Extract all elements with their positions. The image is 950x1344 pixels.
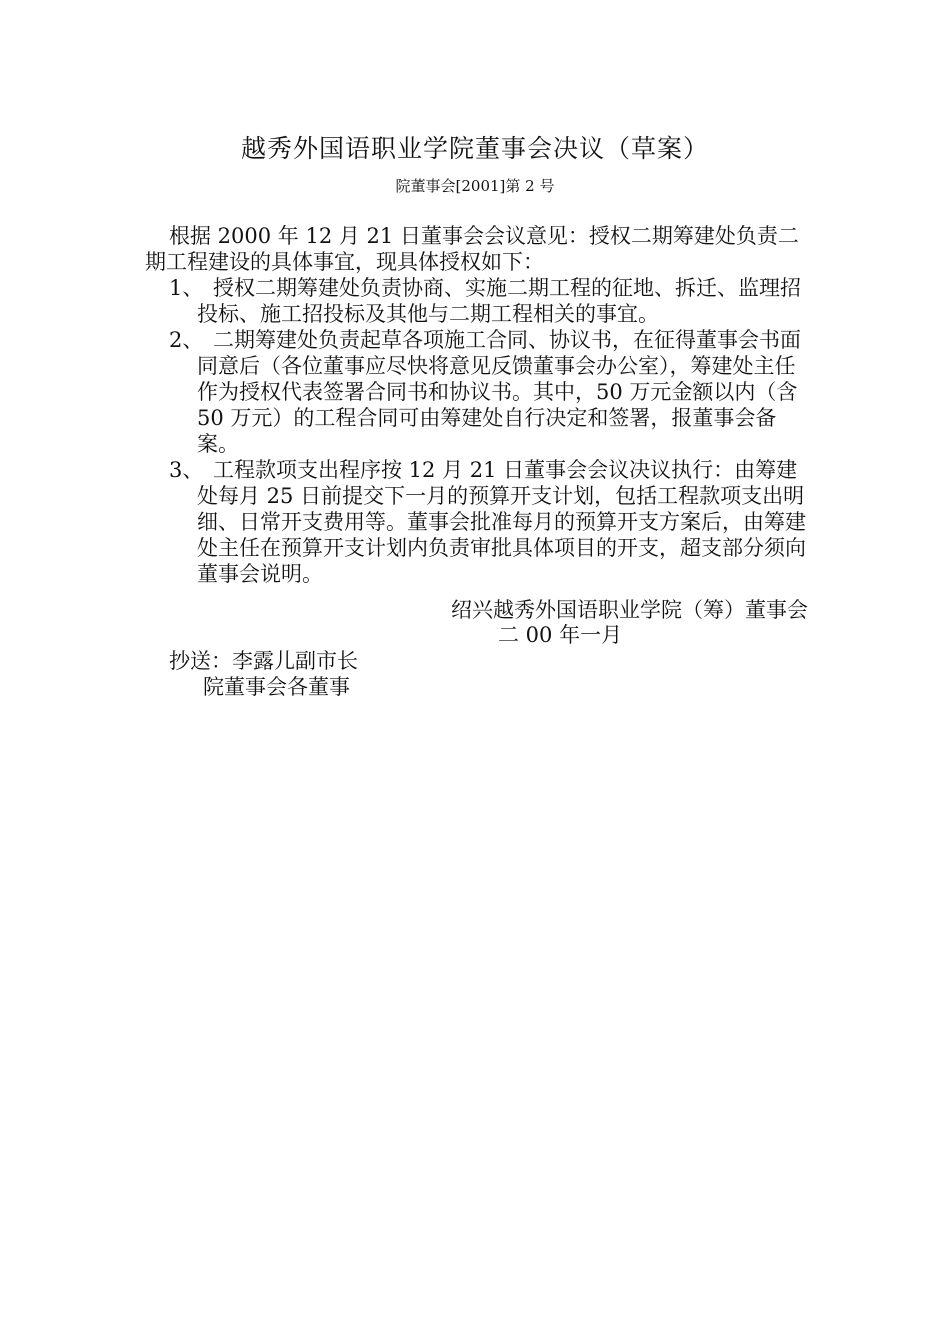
- list-item-3: [145, 457, 810, 587]
- list-item-text: 授权二期筹建处负责协商、实施二期工程的征地、拆迁、监理招投标、施工招投标及其他与二期工程相关的事宜。: [197, 276, 801, 326]
- cc-recipient-2: 院董事会各董事: [203, 675, 350, 699]
- list-item-number: 2、: [169, 328, 204, 352]
- document-body: [145, 223, 810, 587]
- intro-paragraph: 根据 2000 年 12 月 21 日董事会会议意见：授权二期筹建处负责二期工程建设的具体事宜，现具体授权如下：: [145, 224, 799, 274]
- list-item-number: 3、: [169, 458, 204, 482]
- list-item-text: 二期筹建处负责起草各项施工合同、协议书，在征得董事会书面同意后（各位董事应尽快将意见反馈董事会办公室），筹建处主任作为授权代表签署合同书和协议书。其中，50 万元金额以内（含 50 万元）的工程合同可由筹建处自行决定和签署，报董事会备案。: [197, 328, 801, 456]
- list-item-text: 工程款项支出程序按 12 月 21 日董事会会议决议执行：由筹建处每月 25 日前提交下一月的预算开支计划，包括工程款项支出明细、日常开支费用等。董事会批准每月的预算开支方案后，由筹建处主任在预算开支计划内负责审批具体项目的开支，超支部分须向董事会说明。: [197, 458, 806, 586]
- list-item-number: 1、: [169, 276, 204, 300]
- signature-organization: 绍兴越秀外国语职业学院（筹）董事会: [451, 598, 808, 622]
- signature-date: 二 00 年一月: [498, 623, 623, 647]
- document-number: 院董事会[2001]第 2 号: [395, 177, 555, 195]
- list-item-1: [145, 275, 810, 327]
- list-item-2: [145, 327, 810, 457]
- document-title: 越秀外国语职业学院董事会决议（草案）: [240, 134, 709, 163]
- cc-recipient-1: 抄送：李露儿副市长: [169, 649, 358, 673]
